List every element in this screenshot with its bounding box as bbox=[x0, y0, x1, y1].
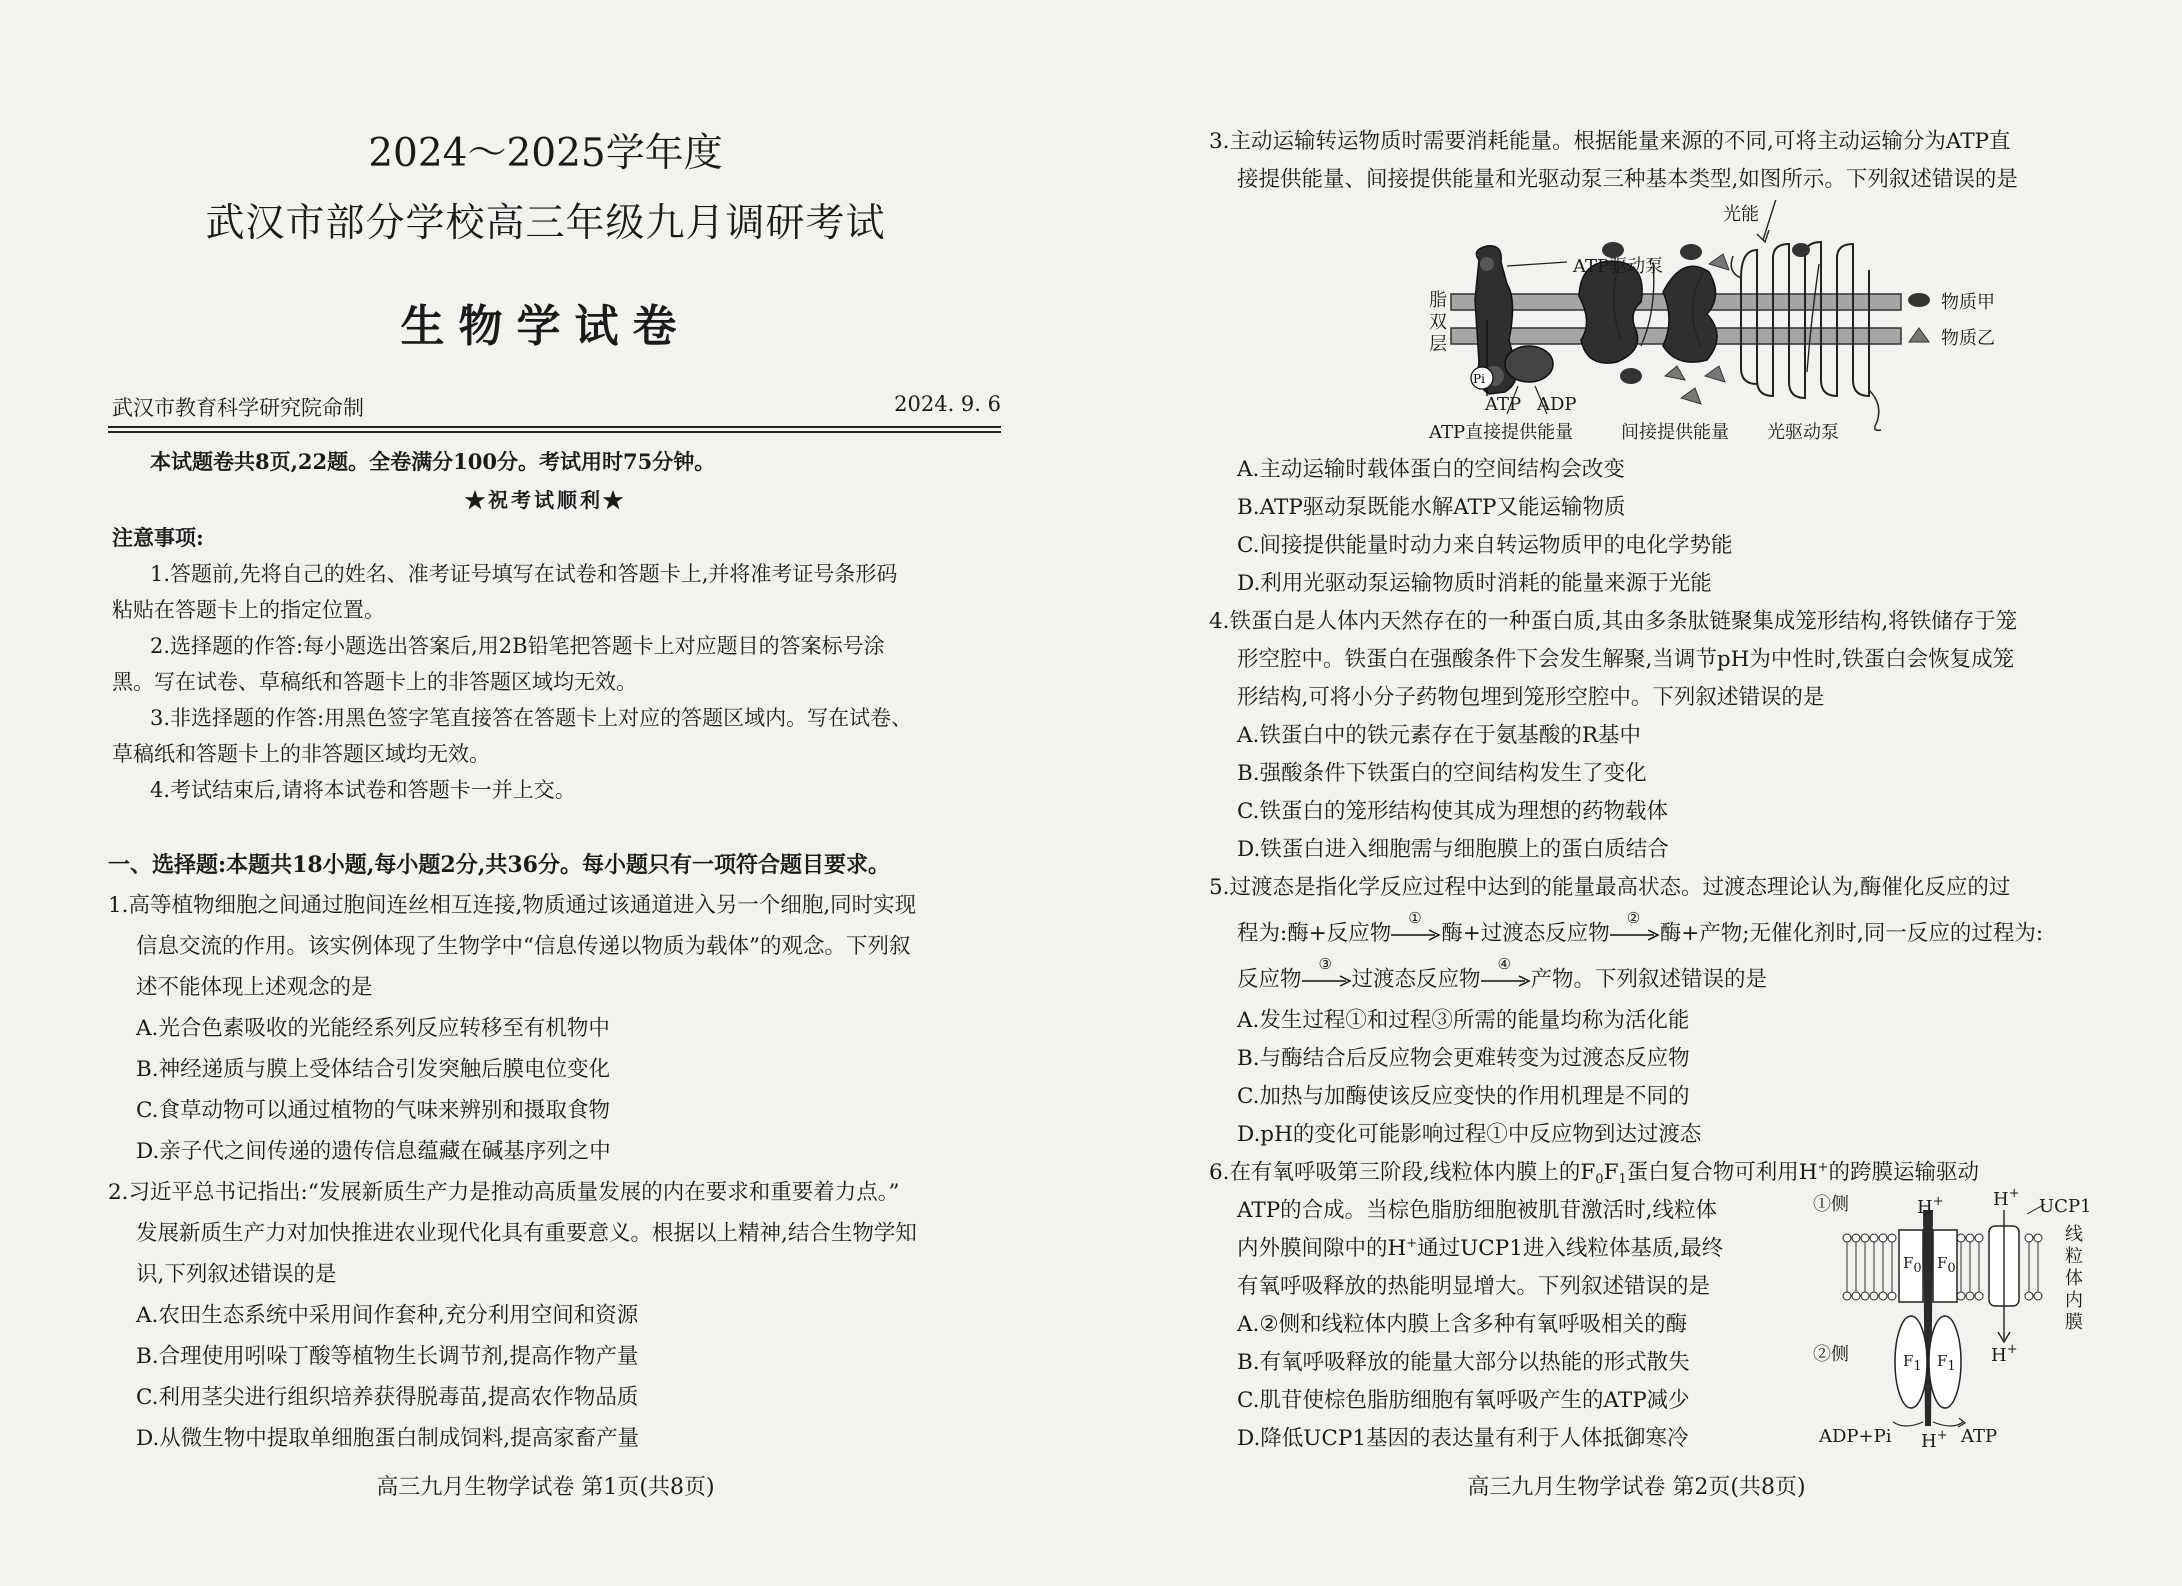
header-rule bbox=[108, 426, 1001, 428]
question-stem-equation-2 bbox=[1237, 955, 1768, 993]
label-side-2: ②侧 bbox=[1813, 1344, 1849, 1365]
option-b: B.ATP驱动泵既能水解ATP又能运输物质 bbox=[1237, 495, 1626, 520]
question-stem: 4.铁蛋白是人体内天然存在的一种蛋白质,其由多条肽链聚集成笼形结构,将铁储存于笼 bbox=[1209, 609, 2018, 634]
label-bilayer-2: 双 bbox=[1429, 312, 1447, 333]
label-f0-right bbox=[1937, 1254, 1956, 1276]
option-a: A.农田生态系统中采用间作套种,充分利用空间和资源 bbox=[136, 1303, 639, 1328]
notice-line: 粘贴在答题卡上的指定位置。 bbox=[112, 598, 385, 622]
option-a: A.铁蛋白中的铁元素存在于氨基酸的R基中 bbox=[1237, 723, 1642, 748]
eq-text: 程为:酶+反应物 bbox=[1237, 921, 1392, 946]
right-page bbox=[1091, 0, 2182, 1586]
option-c: C.加热与加酶使该反应变快的作用机理是不同的 bbox=[1237, 1084, 1690, 1109]
h-text: H bbox=[1991, 1345, 2007, 1366]
option-c: C.利用茎尖进行组织培养获得脱毒苗,提高农作物品质 bbox=[136, 1385, 639, 1410]
section-title: 一、选择题:本题共18小题,每小题2分,共36分。每小题只有一项符合题目要求。 bbox=[108, 852, 890, 878]
option-c: C.肌苷使棕色脂肪细胞有氧呼吸产生的ATP减少 bbox=[1237, 1388, 1690, 1413]
svg-text:Pi: Pi bbox=[1473, 372, 1485, 386]
notice-line: 2.选择题的作答:每小题选出答案后,用2B铅笔把答题卡上对应题目的答案标号涂 bbox=[150, 634, 885, 658]
question-stem: 3.主动运输转运物质时需要消耗能量。根据能量来源的不同,可将主动运输分为ATP直 bbox=[1209, 129, 2011, 154]
option-d: D.从微生物中提取单细胞蛋白制成饲料,提高家畜产量 bbox=[136, 1426, 640, 1451]
label-light: 光能 bbox=[1723, 204, 1759, 225]
option-b: B.神经递质与膜上受体结合引发突触后膜电位变化 bbox=[136, 1057, 611, 1082]
question-stem: 识,下列叙述错误的是 bbox=[136, 1262, 337, 1287]
question-stem: 接提供能量、间接提供能量和光驱动泵三种基本类型,如图所示。下列叙述错误的是 bbox=[1237, 167, 2018, 192]
step-number: ② bbox=[1626, 909, 1641, 927]
option-c: C.铁蛋白的笼形结构使其成为理想的药物载体 bbox=[1237, 799, 1669, 824]
exam-organizer: 武汉市教育科学研究院命制 bbox=[112, 396, 364, 420]
label-f0-left bbox=[1903, 1254, 1922, 1276]
option-d: D.降低UCP1基因的表达量有利于人体抵御寒冷 bbox=[1237, 1426, 1689, 1451]
label-atp: ATP bbox=[1485, 394, 1522, 415]
header-rule-2 bbox=[108, 431, 1001, 433]
arrow-icon bbox=[1610, 929, 1660, 941]
superscript: + bbox=[2008, 1186, 2020, 1201]
label-h-plus-bottom bbox=[1921, 1428, 1948, 1452]
reaction-arrow bbox=[1481, 955, 1531, 991]
option-a: A.光合色素吸收的光能经系列反应转移至有机物中 bbox=[136, 1016, 610, 1041]
notice-line: 1.答题前,先将自己的姓名、准考证号填写在试卷和答题卡上,并将准考证号条形码 bbox=[150, 562, 898, 586]
label-membrane-2: 粒 bbox=[2065, 1246, 2083, 1267]
notice-line: 3.非选择题的作答:用黑色签字笔直接答在答题卡上对应的答题区域内。写在试卷、 bbox=[150, 706, 913, 730]
question-stem: 1.高等植物细胞之间通过胞间连丝相互连接,物质通过该通道进入另一个细胞,同时实现 bbox=[108, 893, 917, 918]
label-h-plus-matrix bbox=[1991, 1342, 2018, 1366]
stem-text: F bbox=[1603, 1160, 1619, 1185]
notice-line: 草稿纸和答题卡上的非答题区域均无效。 bbox=[112, 742, 490, 766]
subscript: 1 bbox=[1913, 1359, 1922, 1374]
caption-light-pump: 光驱动泵 bbox=[1767, 422, 1839, 443]
label-f1-left bbox=[1903, 1352, 1922, 1374]
caption-indirect: 间接提供能量 bbox=[1621, 422, 1729, 443]
label-membrane-5: 膜 bbox=[2065, 1312, 2083, 1333]
superscript: + bbox=[1936, 1428, 1948, 1443]
f-text: F bbox=[1903, 1352, 1914, 1370]
option-a: A.发生过程①和过程③所需的能量均称为活化能 bbox=[1237, 1008, 1690, 1033]
question-stem bbox=[1237, 1231, 1723, 1262]
label-atp-pump: ATP驱动泵 bbox=[1573, 256, 1664, 277]
eq-text: 反应物 bbox=[1237, 967, 1302, 992]
subscript: 0 bbox=[1913, 1261, 1922, 1276]
legend-substance-b: 物质乙 bbox=[1941, 328, 1995, 349]
step-number: ① bbox=[1408, 909, 1422, 927]
label-ucp1: UCP1 bbox=[2039, 1196, 2092, 1217]
transport-figure bbox=[1311, 200, 2111, 450]
label-bilayer-1: 脂 bbox=[1429, 290, 1447, 311]
option-d: D.pH的变化可能影响过程①中反应物到达过渡态 bbox=[1237, 1122, 1702, 1147]
reaction-arrow bbox=[1610, 909, 1660, 945]
h-text: H bbox=[1917, 1197, 1933, 1218]
question-stem: 形结构,可将小分子药物包埋到笼形空腔中。下列叙述错误的是 bbox=[1237, 685, 1825, 710]
label-f1-right bbox=[1937, 1352, 1956, 1374]
arrow-icon bbox=[1391, 929, 1441, 941]
subscript: 1 bbox=[1947, 1359, 1956, 1374]
label-adp: ADP bbox=[1537, 394, 1577, 415]
option-d: D.亲子代之间传递的遗传信息蕴藏在碱基序列之中 bbox=[136, 1139, 611, 1164]
stem-text: 6.在有氧呼吸第三阶段,线粒体内膜上的F bbox=[1209, 1160, 1596, 1185]
question-stem: 5.过渡态是指化学反应过程中达到的能量最高状态。过渡态理论认为,酶催化反应的过 bbox=[1209, 875, 2011, 900]
eq-text: 酶+产物;无催化剂时,同一反应的过程为: bbox=[1659, 921, 2044, 946]
exam-date: 2024. 9. 6 bbox=[894, 392, 1001, 416]
option-d: D.利用光驱动泵运输物质时消耗的能量来源于光能 bbox=[1237, 571, 1712, 596]
exam-name: 武汉市部分学校高三年级九月调研考试 bbox=[205, 201, 886, 246]
h-text: H bbox=[1921, 1431, 1937, 1452]
arrow-icon bbox=[1302, 975, 1352, 987]
f-text: F bbox=[1937, 1352, 1948, 1370]
stem-text: 通过UCP1进入线粒体基质,最终 bbox=[1417, 1236, 1724, 1261]
notice-title: 注意事项: bbox=[112, 525, 204, 550]
label-atp: ATP bbox=[1961, 1426, 1998, 1447]
question-stem bbox=[1209, 1155, 1979, 1187]
question-stem: 2.习近平总书记指出:“发展新质生产力是推动高质量发展的内在要求和重要着力点。” bbox=[108, 1180, 900, 1205]
question-stem: 信息交流的作用。该实例体现了生物学中“信息传递以物质为载体”的观念。下列叙 bbox=[136, 934, 911, 959]
exam-subject: 生物学试卷 bbox=[400, 301, 691, 352]
legend-substance-a: 物质甲 bbox=[1941, 292, 1995, 313]
arrow-icon bbox=[1481, 975, 1531, 987]
question-stem: 有氧呼吸释放的热能明显增大。下列叙述错误的是 bbox=[1237, 1274, 1711, 1299]
eq-text: 酶+过渡态反应物 bbox=[1441, 921, 1610, 946]
page-footer: 高三九月生物学试卷 第1页(共8页) bbox=[376, 1475, 715, 1500]
option-d: D.铁蛋白进入细胞需与细胞膜上的蛋白质结合 bbox=[1237, 837, 1669, 862]
option-c: C.间接提供能量时动力来自转运物质甲的电化学势能 bbox=[1237, 533, 1733, 558]
superscript: + bbox=[1817, 1160, 1829, 1175]
stem-text: 内外膜间隙中的H bbox=[1237, 1236, 1407, 1261]
subscript: 0 bbox=[1595, 1172, 1604, 1187]
eq-text: 过渡态反应物 bbox=[1351, 967, 1481, 992]
notice-line: 4.考试结束后,请将本试卷和答题卡一并上交。 bbox=[150, 778, 576, 802]
option-b: B.与酶结合后反应物会更难转变为过渡态反应物 bbox=[1237, 1046, 1690, 1071]
label-side-1: ①侧 bbox=[1813, 1194, 1849, 1215]
notice-line: 黑。写在试卷、草稿纸和答题卡上的非答题区域均无效。 bbox=[112, 670, 637, 694]
step-number: ④ bbox=[1497, 955, 1511, 973]
label-h-plus-top-right bbox=[1993, 1186, 2020, 1210]
question-stem: 述不能体现上述观念的是 bbox=[136, 975, 373, 1000]
superscript: + bbox=[1406, 1236, 1418, 1251]
label-membrane-3: 体 bbox=[2065, 1268, 2083, 1289]
h-text: H bbox=[1993, 1189, 2009, 1210]
eq-text: 产物。下列叙述错误的是 bbox=[1530, 967, 1768, 992]
exam-year: 2024～2025学年度 bbox=[368, 131, 723, 176]
blessing: ★祝考试顺利★ bbox=[465, 488, 626, 512]
f-text: F bbox=[1903, 1254, 1914, 1272]
question-stem-equation-1 bbox=[1237, 909, 2044, 947]
stem-text: 的跨膜运输驱动 bbox=[1828, 1160, 1979, 1185]
question-stem: 形空腔中。铁蛋白在强酸条件下会发生解聚,当调节pH为中性时,铁蛋白会恢复成笼 bbox=[1237, 647, 2015, 672]
superscript: + bbox=[2006, 1342, 2018, 1357]
page-footer: 高三九月生物学试卷 第2页(共8页) bbox=[1467, 1475, 1806, 1500]
option-a: A.主动运输时载体蛋白的空间结构会改变 bbox=[1237, 457, 1625, 482]
stem-text: 蛋白复合物可利用H bbox=[1626, 1160, 1818, 1185]
question-stem: ATP的合成。当棕色脂肪细胞被肌苷激活时,线粒体 bbox=[1237, 1198, 1717, 1223]
f-text: F bbox=[1937, 1254, 1948, 1272]
option-b: B.强酸条件下铁蛋白的空间结构发生了变化 bbox=[1237, 761, 1647, 786]
option-c: C.食草动物可以通过植物的气味来辨别和摄取食物 bbox=[136, 1098, 611, 1123]
label-adp-pi: ADP+Pi bbox=[1819, 1426, 1892, 1447]
question-stem: 发展新质生产力对加快推进农业现代化具有重要意义。根据以上精神,结合生物学知 bbox=[136, 1221, 917, 1246]
option-b: B.有氧呼吸释放的能量大部分以热能的形式散失 bbox=[1237, 1350, 1690, 1375]
mitochondria-figure bbox=[1813, 1186, 2113, 1452]
option-a: A.②侧和线粒体内膜上含多种有氧呼吸相关的酶 bbox=[1237, 1312, 1688, 1337]
subscript: 0 bbox=[1947, 1261, 1956, 1276]
label-membrane-4: 内 bbox=[2065, 1290, 2083, 1311]
exam-intro: 本试题卷共8页,22题。全卷满分100分。考试用时75分钟。 bbox=[150, 449, 716, 474]
reaction-arrow bbox=[1391, 909, 1441, 945]
label-bilayer-3: 层 bbox=[1429, 334, 1447, 355]
caption-atp-direct: ATP直接提供能量 bbox=[1429, 422, 1574, 443]
superscript: + bbox=[1932, 1194, 1944, 1209]
option-b: B.合理使用吲哚丁酸等植物生长调节剂,提高作物产量 bbox=[136, 1344, 639, 1369]
subscript: 1 bbox=[1618, 1172, 1627, 1187]
reaction-arrow bbox=[1302, 955, 1352, 991]
step-number: ③ bbox=[1318, 955, 1332, 973]
label-h-plus-top-left bbox=[1917, 1194, 1944, 1218]
label-membrane-1: 线 bbox=[2065, 1224, 2083, 1245]
